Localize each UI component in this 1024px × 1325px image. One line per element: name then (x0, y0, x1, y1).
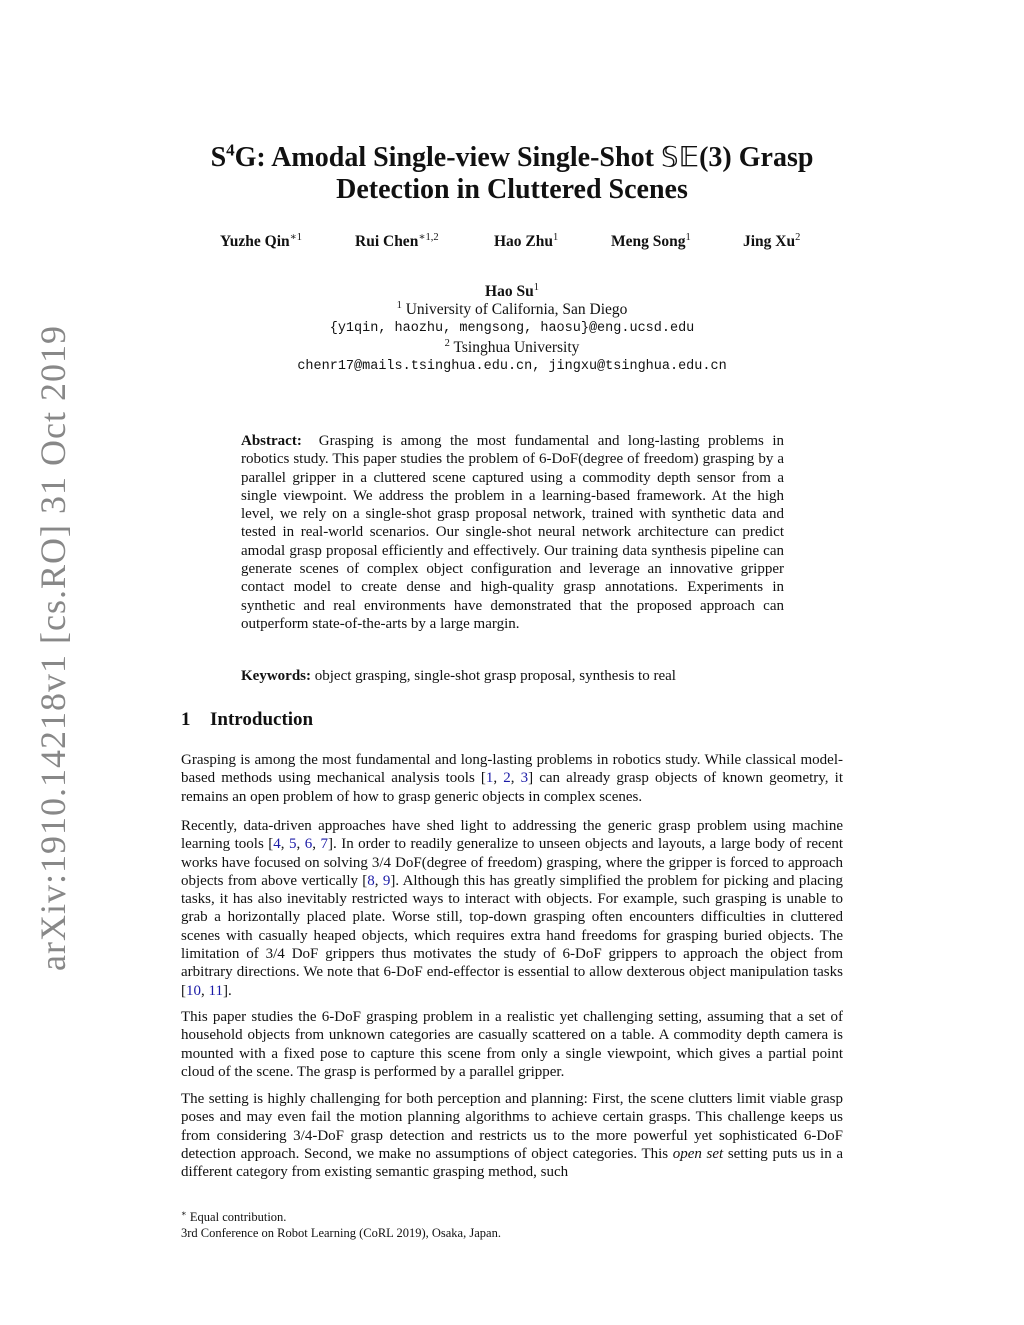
citation-link[interactable]: 8 (367, 872, 375, 889)
title-text: Detection in Cluttered Scenes (336, 174, 688, 205)
footnote-venue: 3rd Conference on Robot Learning (CoRL 2019), Osaka, Japan. (181, 1226, 501, 1240)
citation-link[interactable]: 7 (320, 836, 328, 853)
title-se-symbol: 𝕊𝔼 (660, 140, 700, 173)
keywords-text: object grasping, single-shot grasp proposal, synthesis to real (314, 668, 676, 684)
citation-link[interactable]: 11 (208, 982, 223, 999)
email-tsinghua: chenr17@mails.tsinghua.edu.cn, jingxu@tsinghua.edu.cn (297, 359, 727, 374)
abstract-text: Grasping is among the most fundamental and long-lasting problems in robotics study. This paper studies the problem of 6-DoF(degree of freedom) grasping by a parallel gripper in a cluttered scene captured using a commodity depth sensor from a single viewpoint. We address the problem in a learning-based framework. At the high level, we rely on a single-shot grasp proposal network, trained with synthetic data and tested in real-world scenarios. Our single-shot neural network architecture can predict amodal grasp proposal efficiently and effectively. Our training data synthesis pipeline can generate scenes of complex object configuration and leverage an innovative gripper contact model to create dense and high-quality grasp annotations. Experiments in synthetic and real environments have demonstrated that the proposed approach can outperform state-of-the-arts by a large margin. (241, 433, 784, 632)
citation-link[interactable]: 9 (382, 872, 391, 889)
abstract (241, 432, 784, 633)
author: Jing Xu$^2$ (743, 231, 801, 250)
intro-paragraph-2: Recently, data-driven approaches have shed light to addressing the generic grasp problem using machine learning tools [4, 5, 6, 7]. In order to readily generalize to unseen objects and layouts, a large body of recent works have focused on solving 3/4 DoF(degree of freedom) grasping, where the gripper is forced to approach objects from above vertically [8, 9]. Although this has greatly simplified the problem for picking and placing tasks, it has also inevitably restricted ways to interact with objects. For example, such grasping is unable to grab a horizontally placed plate. Worse still, top-down grasping often encounters difficulties in cluttered scenes with casually heaped objects, which requires extra hand freedoms for grasping buried objects. The limitation of 3/4 DoF grippers thus motivates the study of 6-DoF grippers to approach the object from arbitrary directions. We note that 6-DoF end-effector is essential to allow dexterous object manipulation tasks [10, 11]. (181, 818, 844, 999)
keywords (241, 667, 784, 685)
title-text: S (210, 142, 227, 173)
title-superscript: 4 (226, 140, 235, 160)
intro-paragraph-3: This paper studies the 6-DoF grasping problem in a realistic yet challenging setting, assuming that a set of household objects from unknown categories are casually scattered on a table. A commodity depth camera is mounted with a fixed pose to capture this scene from only a single viewpoint, which gives a partial point cloud of the scene. The grasp is performed by a parallel gripper. (181, 1009, 843, 1080)
author: Rui Chen$^{∗1,2}$ (355, 231, 439, 250)
author-hao-su: Hao Su$^1$ (485, 281, 539, 300)
title-text: G: Amodal Single-view Single-Shot (234, 142, 661, 173)
citation-link[interactable]: 3 (520, 770, 529, 787)
author-list (140, 233, 884, 255)
citation-link[interactable]: 1 (485, 770, 494, 787)
citation-link[interactable]: 4 (273, 836, 281, 853)
section-number: 1 (181, 709, 191, 730)
paper-title-line2 (100, 173, 924, 206)
citation-link[interactable]: 2 (503, 770, 511, 787)
abstract-label: Abstract: (241, 433, 302, 449)
section-title: Introduction (210, 709, 314, 730)
section-heading (181, 709, 313, 731)
arxiv-id: arXiv:1910.14218v1 [cs.RO] 31 Oct 2019 (33, 325, 73, 971)
author: Yuzhe Qin$^{∗1}$ (220, 231, 303, 250)
intro-paragraph-4: The setting is highly challenging for both perception and planning: First, the scene clutters limit viable grasp poses and may even fail the motion planning algorithms to achieve certain grasps. This challenge keeps us from considering 3/4-DoF grasp detection and restricts us to the more powerful yet sophisticated 6-DoF detection approach. Second, we make no assumptions of object categories. This open set setting puts us in a different category from existing semantic grasping method, such (181, 1091, 843, 1181)
title-text: (3) Grasp (699, 142, 814, 173)
affiliation-tsinghua: $^2$ Tsinghua University (444, 337, 580, 356)
email-ucsd: {y1qin, haozhu, mengsong, haosu}@eng.ucsd.edu (329, 321, 695, 336)
intro-paragraph-1: Grasping is among the most fundamental and long-lasting problems in robotics study. While classical model-based methods using mechanical analysis tools [1, 2, 3] can already grasp objects of known geometry, it remains an open problem of how to grasp generic objects in complex scenes. (181, 752, 844, 805)
keywords-label: Keywords: (241, 668, 311, 684)
footnote-equal-contribution: ∗ Equal contribution. (181, 1207, 287, 1224)
citation-link[interactable]: 10 (186, 982, 201, 999)
citation-link[interactable]: 5 (289, 836, 297, 853)
citation-link[interactable]: 6 (304, 836, 313, 853)
author: Meng Song$^1$ (611, 231, 691, 250)
affiliation-ucsd: $^1$ University of California, San Diego (396, 299, 628, 318)
paper-title (100, 140, 924, 174)
author: Hao Zhu$^1$ (494, 231, 559, 250)
